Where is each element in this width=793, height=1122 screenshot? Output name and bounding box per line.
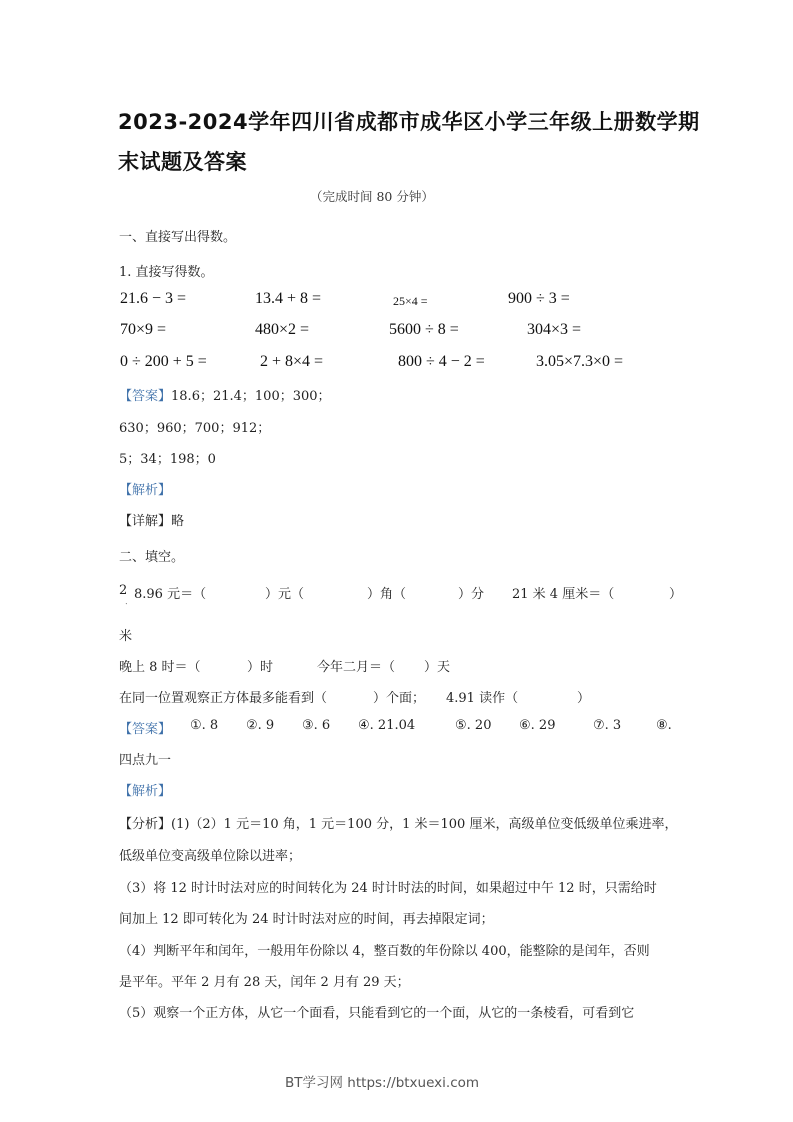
math-expr: 5600 ÷ 8 = <box>389 321 459 338</box>
question-number: 2 <box>119 583 128 598</box>
section2-heading: 二、填空。 <box>119 550 185 565</box>
math-expr: 800 ÷ 4 − 2 = <box>398 353 485 370</box>
math-expr: 2 + 8×4 = <box>260 353 324 370</box>
math-expr: 0 ÷ 200 + 5 = <box>120 353 207 370</box>
analysis-line: （5）观察一个正方体，从它一个面看，只能看到它的一个面，从它的一条棱看，可看到它 <box>119 1006 635 1021</box>
math-expr: 304×3 = <box>527 321 582 338</box>
document-title-line2: 末试题及答案 <box>118 150 247 174</box>
math-expr: 25×4 = <box>393 294 428 308</box>
analysis-line: 低级单位变高级单位除以进率； <box>119 849 302 864</box>
answer-item: ①. 8 <box>190 718 219 733</box>
fill-blank-text: 21 米 4 厘米＝（ <box>512 587 615 602</box>
answer-item: ⑧. <box>656 718 672 733</box>
fill-blank-text: ） <box>577 691 591 706</box>
answer-item: ②. 9 <box>246 718 275 733</box>
section1-question: 1. 直接写得数。 <box>119 265 214 280</box>
math-expr: 21.6 − 3 = <box>120 290 187 307</box>
answer-item: ④. 21.04 <box>358 718 416 733</box>
answer-label: 【答案】 <box>119 389 172 404</box>
analysis-line: 间加上 12 即可转化为 24 时计时法对应的时间，再去掉限定词； <box>119 912 494 927</box>
answer-item: ③. 6 <box>302 718 331 733</box>
fill-blank-text: ）分 <box>458 587 485 602</box>
math-expr: 900 ÷ 3 = <box>508 290 570 307</box>
document-title-line1: 2023-2024学年四川省成都市成华区小学三年级上册数学期 <box>118 110 700 134</box>
analysis-line: （3）将 12 时计时法对应的时间转化为 24 时计时法的时间，如果超过中午 12 时，只需给时 <box>119 881 657 896</box>
analysis-label: 【解析】 <box>119 784 172 799</box>
analysis-line: 【分析】(1)（2）1 元＝10 角，1 元＝100 分，1 米＝100 厘米，高级单位变低级单位乘进率， <box>119 817 678 832</box>
answer-item: 四点九一 <box>119 753 172 768</box>
detail-label: 【详解】 <box>119 514 172 529</box>
site-footer-watermark: BT学习网 https://btxuexi.com <box>285 1075 480 1091</box>
fill-blank-text: 8.96 元＝（ <box>134 587 207 602</box>
answer-item: ⑤. 20 <box>455 718 492 733</box>
math-expr: 70×9 = <box>120 321 167 338</box>
answer-line <box>119 385 331 404</box>
analysis-label: 【解析】 <box>119 483 172 498</box>
answer-label: 【答案】 <box>119 722 172 737</box>
detail-line <box>119 510 184 529</box>
fill-blank-text: ） <box>669 587 683 602</box>
analysis-line: 是平年。平年 2 月有 28 天，闰年 2 月有 29 天； <box>119 975 410 990</box>
answer-line: 5；34；198；0 <box>119 452 216 467</box>
analysis-line: （4）判断平年和闰年，一般用年份除以 4，整百数的年份除以 400，能整除的是闰年，否则 <box>119 944 650 959</box>
fill-blank-text: 4.91 读作（ <box>446 691 519 706</box>
math-expr: 13.4 + 8 = <box>255 290 322 307</box>
math-expr: 3.05×7.3×0 = <box>536 353 624 370</box>
answer-item: ⑥. 29 <box>519 718 556 733</box>
fill-blank-text: ）个面； <box>373 691 426 706</box>
fill-blank-text: ）天 <box>424 660 451 675</box>
answer-line: 630；960；700；912； <box>119 421 271 436</box>
fill-blank-text: 晚上 8 时＝（ <box>119 660 201 675</box>
answer-text: 18.6；21.4；100；300； <box>171 389 331 404</box>
answer-item: ⑦. 3 <box>593 718 622 733</box>
section1-heading: 一、直接写出得数。 <box>119 230 237 245</box>
fill-blank-text: ）元（ <box>265 587 305 602</box>
detail-text: 略 <box>171 514 185 529</box>
question-number-dot: ． <box>125 597 135 607</box>
time-limit-note: （完成时间 80 分钟） <box>310 189 434 204</box>
math-expr: 480×2 = <box>255 321 310 338</box>
fill-blank-text: ）时 <box>247 660 274 675</box>
fill-blank-text: 米 <box>119 629 133 644</box>
fill-blank-text: 在同一位置观察正方体最多能看到（ <box>119 691 328 706</box>
fill-blank-text: 今年二月＝（ <box>317 660 396 675</box>
fill-blank-text: ）角（ <box>367 587 407 602</box>
